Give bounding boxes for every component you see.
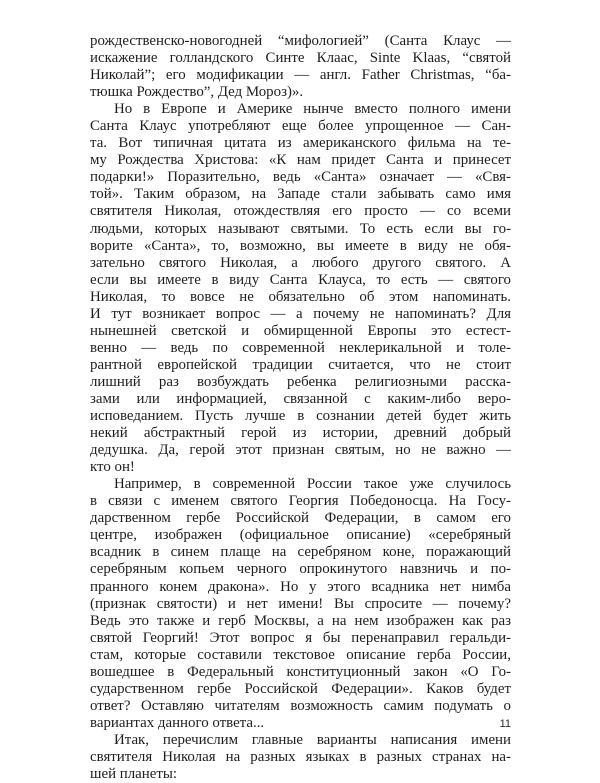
text-line: зательно святого Николая, а любого другого святого. А	[90, 254, 511, 271]
paragraph-1	[90, 33, 511, 101]
text-line: вариантах данного ответа...	[90, 714, 265, 731]
text-line: Николая, то вовсе не обязательно об этом напоминать.	[90, 288, 511, 305]
text-line: если вы имеете в виду Санта Клауса, то есть — святого	[90, 271, 511, 288]
text-line: в связи с именем святого Георгия Победоносца. На Госу-	[90, 493, 511, 510]
text-line: Итак, перечислим главные варианты написания имени	[114, 731, 511, 748]
text-line: подарки!» Поразительно, ведь «Санта» означает — «Свя-	[90, 169, 511, 186]
text-line: святителя Николая, отождествляя его просто — со всеми	[90, 203, 511, 220]
text-line: стам, которые составили текстовое описание герба России,	[90, 646, 511, 663]
text-line: кто он!	[90, 459, 135, 476]
text-line: серебряным копьем черного опрокинутого навзничь и по-	[90, 561, 511, 578]
text-line: той». Таким образом, на Западе стали забывать само имя	[90, 186, 511, 203]
paragraph-4	[90, 732, 511, 783]
text-line: Например, в современной России такое уже случилось	[114, 476, 511, 493]
text-line: лишний раз возбуждать ребенка религиозными расска-	[90, 373, 511, 390]
text-line: сударственном гербе Российской Федерации». Каков будет	[90, 680, 511, 697]
text-line: дедушка. Да, герой этот признан святым, но не важно —	[90, 442, 511, 459]
text-line: некий абстрактный герой из истории, древний добрый	[90, 425, 511, 442]
paragraph-2	[90, 101, 511, 476]
text-line: нынешней светской и обмирщенной Европы это естест-	[90, 322, 511, 339]
paragraph-3	[90, 476, 511, 732]
text-line: зами или информацией, связанной с каким-либо веро-	[90, 390, 511, 407]
text-line: дарственном гербе Российской Федерации, в самом его	[90, 510, 511, 527]
text-line: рождественско-новогодней “мифологией” (Санта Клаус —	[90, 33, 511, 49]
text-line: святителя Николая на разных языках в разных странах на-	[90, 748, 511, 765]
text-line: ворите «Санта», то, возможно, вы имеете в виду не обя-	[90, 237, 511, 254]
text-line: шей планеты:	[90, 766, 178, 783]
text-line: та. Вот типичная цитата из американского фильма на те-	[90, 135, 511, 152]
text-line: рантной европейской традиции считается, что не стоит	[90, 356, 511, 373]
page-number: 11	[499, 718, 511, 730]
text-line: центре, изображен (официальное описание) «серебряный	[90, 527, 511, 544]
text-line: тюшка Рождество”, Дед Мороз)».	[90, 84, 304, 101]
text-line: Но в Европе и Америке нынче вместо полного имени	[114, 101, 511, 118]
text-line: исповеданием. Пусть лучше в сознании детей будет жить	[90, 408, 511, 425]
text-line: венно — ведь по современной неклерикальной и толе-	[90, 339, 511, 356]
text-line: (признак святости) и нет имени! Вы спросите — почему?	[90, 595, 511, 612]
text-line: Ведь это также и герб Москвы, а на нем изображен как раз	[90, 612, 511, 629]
page-text-body	[90, 33, 511, 783]
text-line: искажение голландского Синте Клаас, Sinte Klaas, “святой	[90, 50, 511, 67]
text-line: ответ? Оставляю читателям возможность самим подумать о	[90, 697, 511, 714]
text-line: И тут возникает вопрос — а почему не напоминать? Для	[90, 305, 511, 322]
text-line: Николай”; его модификации — англ. Father Christmas, “ба-	[90, 67, 511, 84]
text-line: Санта Клаус употребляют еще более упрощенное — Сан-	[90, 118, 511, 135]
text-line: людьми, которых называют святыми. То есть если вы го-	[90, 220, 511, 237]
text-line: вошедшее в Федеральный конституционный закон «О Го-	[90, 663, 511, 680]
text-line: пранного конем дракона». Но у этого всадника нет нимба	[90, 578, 511, 595]
text-line: святой Георгий! Этот вопрос я бы перенаправил геральди-	[90, 629, 511, 646]
text-line: му Рождества Христова: «К нам придет Санта и принесет	[90, 152, 511, 169]
text-line: всадник в синем плаще на серебряном коне, поражающий	[90, 544, 511, 561]
